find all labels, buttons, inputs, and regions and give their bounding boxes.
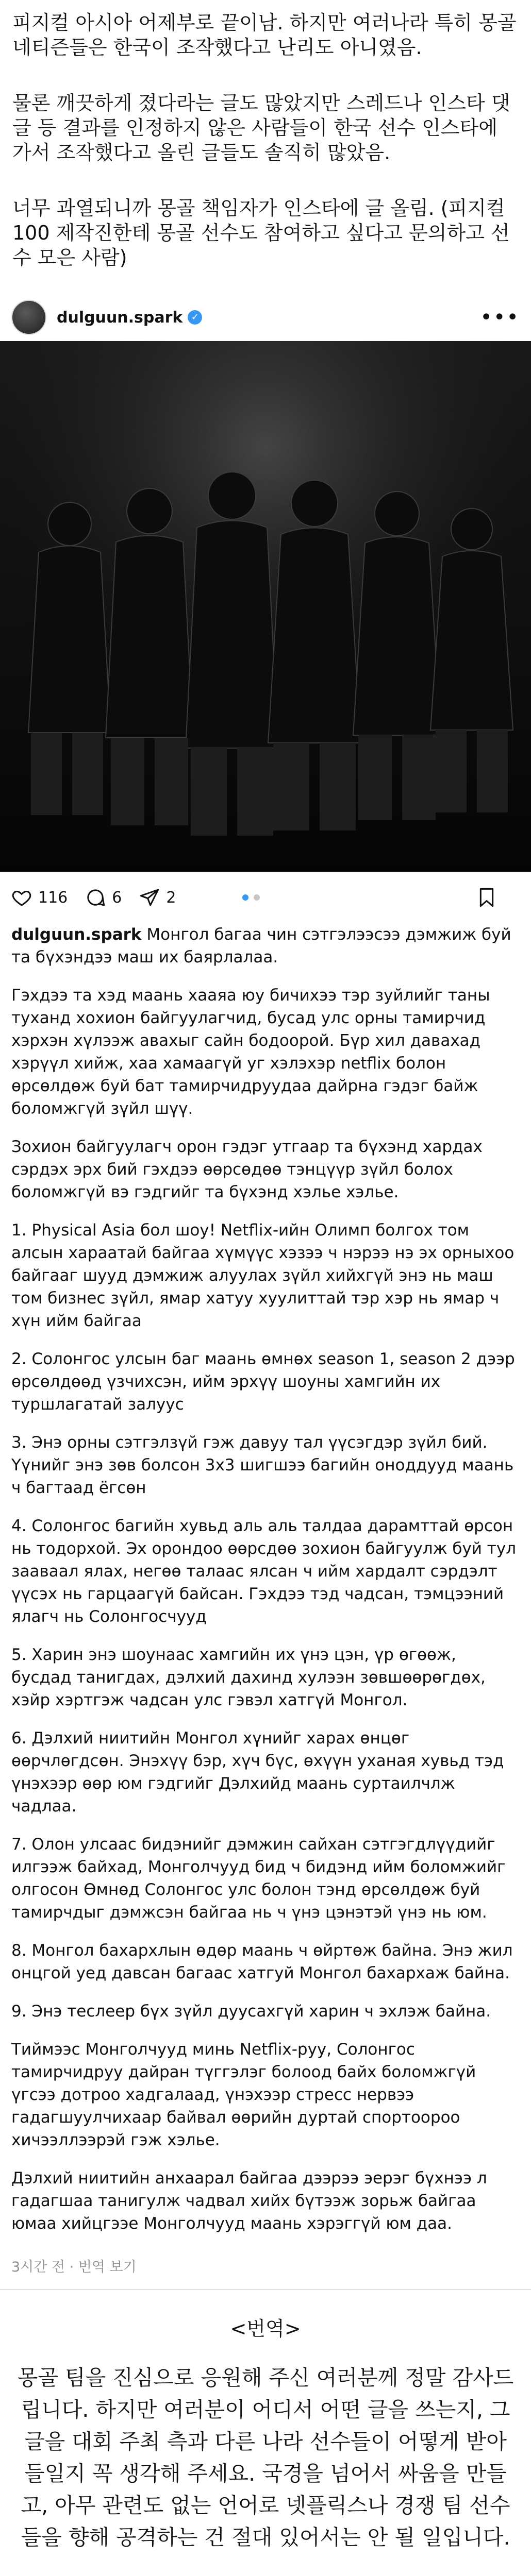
- caption-paragraph: 3. Энэ орны сэтгэлзүй гэж давуу тал үүсэгдэр зүйл бий. Үүнийг энэ зөв болсон 3х3 шигшээ багийн оноддууд маань ч багтаад ёгсөн: [11, 1433, 514, 1497]
- caption-paragraph: 8. Монгол бахархлын өдөр маань ч өйртөж байна. Энэ жил онцгой уед давсан багаас хатгуй Монгол бахархаж байна.: [11, 1941, 513, 1982]
- caption-paragraph: Тиймээс Монголчууд минь Netflix-руу, Солонгос тамирчидруу дайран түггэлэг болоод байх боломжгүй үгсээ дотроо хадгалаад, үнэхээр стресс нервээ гадагшуулчихаар байвал өөрийн дуртай спортоороо хичээллээрэй гэж хэлье.: [11, 2040, 476, 2149]
- caption-paragraph: Зохион байгуулагч орон гэдэг утгаар та бүхэнд хардах сэрдэх эрх бий гэхдээ өөрсөдөө тэнцүүр зүйл болох боломжгүй вэ гэдгийг та бүхэнд хэлье хэлье.: [11, 1138, 483, 1201]
- send-icon: [139, 887, 160, 908]
- intro-paragraph-2: 물론 깨끗하게 졌다라는 글도 많았지만 스레드나 인스타 댓글 등 결과를 인정하지 않은 사람들이 한국 선수 인스타에 가서 조작했다고 올린 글들도 솔직히 많았음.: [12, 92, 510, 164]
- caption-paragraph: 1. Physical Asia бол шоу! Netflix-ийн Олимп болгох том алсын хараатай байгаа хүмүүс хэзээ ч нэрээ нэ эх орныхоо байгааг шууд дэмжиж алуулах зүйл хийхгүй энэ нь маш том бизнес зүйл, ямар хатуу хуулиттай тэр хэр нь ямар ч хүн ийм байгаа: [11, 1221, 515, 1330]
- caption-paragraph: 2. Солонгос улсын баг маань өмнөх season 1, season 2 дээр өрсөлдөөд үзчихсэн, ийм эрхүү шоуны хамгийн их туршлагатай залуус: [11, 1350, 515, 1414]
- caption-paragraph: Дэлхий ниитийн анхаарал байгаа дээрээ эерэг бүхнээ л гадагшаа танигулж чадвал хийх бүтээж зорьж байгаа юмаа хийцгээе Монголчууд маань хэрэггүй юм даа.: [11, 2169, 487, 2233]
- comment-icon: [85, 887, 106, 908]
- post-time: 3시간 전: [11, 2259, 65, 2275]
- caption-username[interactable]: dulguun.spark: [11, 925, 142, 944]
- caption-paragraph: 9. Энэ теслеер бүх зүйл дуусахгүй харин ч эхлэж байна.: [11, 2002, 491, 2021]
- like-action[interactable]: [11, 887, 68, 908]
- bookmark-icon: [477, 887, 496, 908]
- more-options-icon[interactable]: •••: [480, 306, 520, 329]
- share-action[interactable]: [139, 887, 176, 908]
- post-caption: [0, 923, 531, 2235]
- translation-section: [0, 2313, 531, 2576]
- verified-badge-icon: ✓: [188, 310, 202, 325]
- caption-paragraph: 5. Харин энэ шоунаас хамгийн их үнэ цэн, үр өгөөж, бусдад танигдах, дэлхий дахинд хулээн зөвшөөрөгдөх, хэйр хэртгэж чадсан улс гэвэл хатгүй Монгол.: [11, 1646, 486, 1709]
- carousel-dot: [254, 894, 260, 901]
- caption-paragraph: 7. Олон улсаас бидэнийг дэмжин сайхан сэтгэгдлүүдийг илгээж байхад, Монголчууд бид ч бидэнд ийм боломжийг олгосон Өмнөд Солонгос улс болон тэнд өрсөлдөж буй тамирчдыг дэмжсэн байгаа нь ч үнэ цэнэтэй үнэ нь юм.: [11, 1835, 506, 1922]
- like-count: 116: [38, 888, 68, 907]
- section-divider: [0, 2289, 531, 2290]
- group-photo-illustration: [0, 341, 531, 872]
- avatar[interactable]: [11, 300, 46, 335]
- caption-paragraph: 6. Дэлхий ниитийн Монгол хүнийг харах өнцөг өөрчлөгдсөн. Энэхүү бэр, хүч бүс, өхүүн уханая хувьд тэд үнэхээр өөр юм гэдгийг Дэлхийд маань суртаилчлж чадлаа.: [11, 1729, 504, 1816]
- share-count: 2: [166, 888, 176, 907]
- post-actions: [0, 872, 531, 923]
- caption-paragraph: Гэхдээ та хэд маань хааяа юу бичихээ тэр зуйлийг таны туханд хохион байгуулагчид, бусад улс орны тамирчид хэрхэн хүлээж авахыг сайн бодоорой. Бүр хил давахад хэрүүл хийж, хаа хамаагүй уг хэлэхэр netflix болон өрсөлдөж буй бат тамирчидруудаа дайрна гэдэг байж боломжгүй зүйл шүү.: [11, 986, 490, 1118]
- meta-separator: ·: [69, 2259, 78, 2275]
- post-meta: [0, 2250, 531, 2289]
- intro-text: [0, 0, 531, 270]
- carousel-indicator: [242, 894, 260, 901]
- post-username[interactable]: dulguun.spark: [57, 308, 183, 327]
- post-username-wrap: [57, 309, 202, 327]
- comment-count: 6: [112, 888, 122, 907]
- intro-paragraph-1: 피지컬 아시아 어제부로 끝이남. 하지만 여러나라 특히 몽골 네티즌들은 한국이 조작했다고 난리도 아니였음.: [12, 11, 517, 59]
- save-action[interactable]: [477, 887, 502, 908]
- post-photo[interactable]: [0, 341, 531, 872]
- caption-paragraph: 4. Солонгос багийн хувьд аль аль талдаа дарамттай өрсон нь тодорхой. Эх орондоо өөрсдөө зохион байгуулж буй тул зааваал ялах, негөө талаас ялсан ч ийм хардалт сэрдэлт үүсэх нь гарцаагүй байсан. Гэхдээ тэд чадсан, тэмцээний ялагч нь Солонгосчууд: [11, 1517, 517, 1626]
- caption-paragraph: [11, 923, 520, 969]
- post-header: [0, 294, 531, 341]
- carousel-dot-active: [242, 894, 248, 901]
- heart-icon: [11, 887, 32, 908]
- caption-text: Монгол багаа чин сэтгэлээсээ дэмжиж буй та бүхэндээ маш их баярлалаа.: [11, 925, 511, 967]
- intro-paragraph-3: 너무 과열되니까 몽골 책임자가 인스타에 글 올림. (피지컬100 제작진한테 몽골 선수도 참여하고 싶다고 문의하고 선수 모은 사람): [12, 197, 510, 269]
- translation-paragraph: 몽골 팀을 진심으로 응원해 주신 여러분께 정말 감사드립니다. 하지만 여러분이 어디서 어떤 글을 쓰는지, 그 글을 대회 주최 측과 다른 나라 선수들이 어떻게 받아들일지 꼭 생각해 주세요. 국경을 넘어서 싸움을 만들고, 아무 관련도 없는 언어로 넷플릭스나 경쟁 팀 선수들을 향해 공격하는 건 절대 있어서는 안 될 일입니다.: [17, 2365, 514, 2550]
- see-translation-link[interactable]: 번역 보기: [78, 2259, 137, 2275]
- comment-action[interactable]: [85, 887, 122, 908]
- translation-header: <번역>: [230, 2317, 301, 2340]
